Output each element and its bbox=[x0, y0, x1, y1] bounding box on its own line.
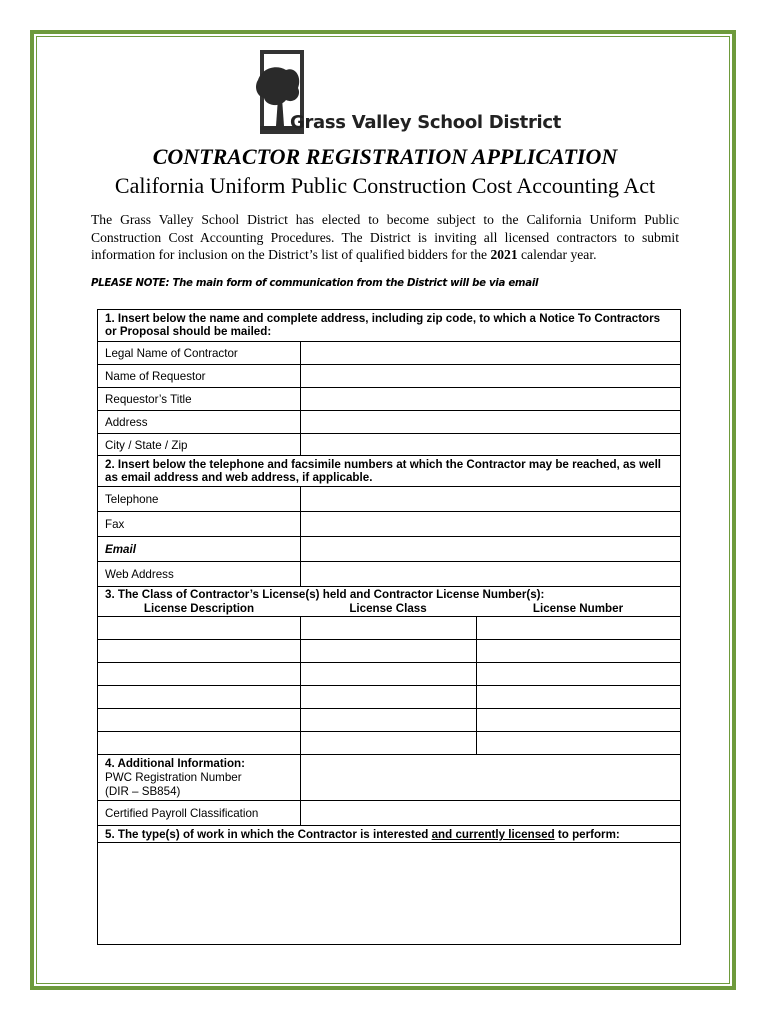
form-subtitle: California Uniform Public Construction Cost Accounting Act bbox=[114, 173, 656, 198]
email-row[interactable]: Email bbox=[98, 536, 680, 561]
legal-name-row[interactable]: Legal Name of Contractor bbox=[98, 341, 680, 364]
divider bbox=[300, 754, 301, 825]
section1-heading: 1. Insert below the name and complete address, including zip code, to which a Notice To Contractors or Proposal should be mailed: bbox=[105, 312, 661, 338]
license-row[interactable] bbox=[98, 639, 680, 662]
email-note: PLEASE NOTE: The main form of communication from the District will be via email bbox=[91, 278, 539, 289]
payroll-classification-row[interactable]: Certified Payroll Classification bbox=[98, 800, 680, 825]
license-row[interactable] bbox=[98, 616, 680, 639]
work-types-textarea[interactable] bbox=[98, 842, 680, 944]
section3-heading: 3. The Class of Contractor’s License(s) held and Contractor License Number(s): bbox=[105, 588, 545, 601]
col-license-class: License Class bbox=[349, 602, 427, 615]
city-state-zip-row[interactable]: City / State / Zip bbox=[98, 433, 680, 455]
intro-year: 2021 bbox=[490, 247, 518, 262]
divider bbox=[476, 616, 477, 754]
license-row[interactable] bbox=[98, 731, 680, 754]
divider bbox=[300, 486, 301, 586]
requestor-title-row[interactable]: Requestor’s Title bbox=[98, 387, 680, 410]
divider bbox=[300, 616, 301, 754]
col-license-description: License Description bbox=[143, 602, 255, 615]
license-row[interactable] bbox=[98, 685, 680, 708]
section2-heading: 2. Insert below the telephone and facsimile numbers at which the Contractor may be reached, as well as email address and web address, if applicable. bbox=[105, 458, 662, 484]
section2-header-row bbox=[98, 455, 680, 487]
form-title: CONTRACTOR REGISTRATION APPLICATION bbox=[152, 144, 618, 169]
license-row[interactable] bbox=[98, 662, 680, 685]
district-logo bbox=[252, 50, 562, 140]
address-row[interactable]: Address bbox=[98, 410, 680, 433]
license-row[interactable] bbox=[98, 708, 680, 731]
section3-header-row bbox=[98, 586, 680, 618]
telephone-row[interactable]: Telephone bbox=[98, 486, 680, 511]
col-license-number: License Number bbox=[532, 602, 624, 615]
requestor-name-row[interactable]: Name of Requestor bbox=[98, 364, 680, 387]
section4-heading: 4. Additional Information: bbox=[105, 757, 245, 770]
web-address-row[interactable]: Web Address bbox=[98, 561, 680, 586]
registration-form bbox=[97, 309, 681, 945]
section4-header-row bbox=[98, 754, 680, 770]
pwc-registration-label: PWC Registration Number (DIR – SB854) bbox=[105, 771, 242, 798]
divider bbox=[300, 341, 301, 455]
section5-heading: 5. The type(s) of work in which the Contractor is interested and currently licensed to perform: bbox=[105, 828, 620, 841]
district-name: Grass Valley School District bbox=[290, 112, 562, 133]
pwc-registration-row[interactable] bbox=[98, 770, 680, 800]
section5-header-row bbox=[98, 825, 680, 843]
fax-row[interactable]: Fax bbox=[98, 511, 680, 536]
intro-paragraph: The Grass Valley School District has elected to become subject to the California Uniform Public Construction Cost Accounting Procedures. The District is inviting all licensed contractors to submit information for inclusion on the District’s list of qualified bidders for the 2021 calendar year. bbox=[91, 212, 679, 262]
